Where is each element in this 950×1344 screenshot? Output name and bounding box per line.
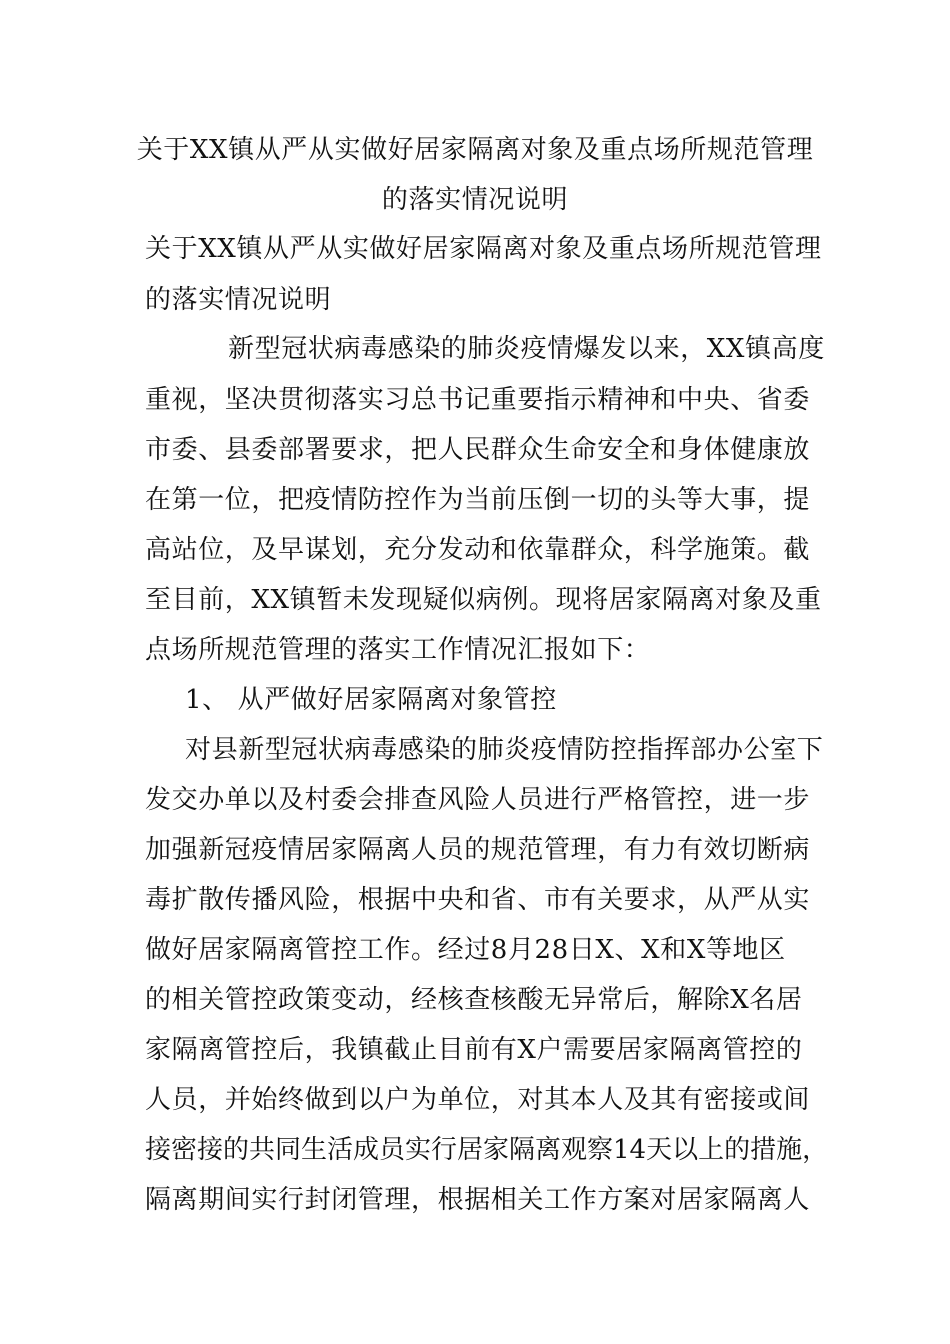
paragraph-1-line-4: 在第一位，把疫情防控作为当前压倒一切的头等大事，提 <box>145 485 811 515</box>
document-title-line-2: 的落实情况说明 <box>381 185 569 215</box>
paragraph-2-line-3: 加强新冠疫情居家隔离人员的规范管理，有力有效切断病 <box>145 835 811 865</box>
document-subtitle-line-2: 的落实情况说明 <box>145 285 332 315</box>
paragraph-2-line-8: 人员，并始终做到以户为单位，对其本人及其有密接或间 <box>145 1085 811 1115</box>
paragraph-2-line-6: 的相关管控政策变动，经核查核酸无异常后，解除X名居 <box>145 985 803 1015</box>
paragraph-1-line-3: 市委、县委部署要求，把人民群众生命安全和身体健康放 <box>145 435 811 465</box>
paragraph-1-line-7: 点场所规范管理的落实工作情况汇报如下： <box>145 635 651 665</box>
paragraph-1-line-1: 新型冠状病毒感染的肺炎疫情爆发以来，XX镇高度 <box>228 334 825 364</box>
paragraph-2-line-2: 发交办单以及村委会排查风险人员进行严格管控，进一步 <box>145 785 811 815</box>
document-subtitle-line-1: 关于XX镇从严从实做好居家隔离对象及重点场所规范管理 <box>145 234 822 264</box>
paragraph-2-line-4: 毒扩散传播风险，根据中央和省、市有关要求，从严从实 <box>145 885 811 915</box>
paragraph-1-line-2: 重视，坚决贯彻落实习总书记重要指示精神和中央、省委 <box>145 385 811 415</box>
document-title-line-1: 关于XX镇从严从实做好居家隔离对象及重点场所规范管理 <box>136 135 814 165</box>
paragraph-2-line-9: 接密接的共同生活成员实行居家隔离观察14天以上的措施， <box>145 1135 829 1165</box>
paragraph-2-line-10: 隔离期间实行封闭管理，根据相关工作方案对居家隔离人 <box>145 1185 811 1215</box>
section-1-heading: 1、 从严做好居家隔离对象管控 <box>185 685 557 715</box>
paragraph-2-line-1: 对县新型冠状病毒感染的肺炎疫情防控指挥部办公室下 <box>185 735 824 765</box>
paragraph-2-line-7: 家隔离管控后，我镇截止目前有X户需要居家隔离管控的 <box>145 1035 803 1065</box>
paragraph-1-line-5: 高站位，及早谋划，充分发动和依靠群众，科学施策。截 <box>145 535 811 565</box>
paragraph-1-line-6: 至目前，XX镇暂未发现疑似病例。现将居家隔离对象及重 <box>145 585 822 615</box>
paragraph-2-line-5: 做好居家隔离管控工作。经过8月28日X、X和X等地区 <box>145 935 786 965</box>
